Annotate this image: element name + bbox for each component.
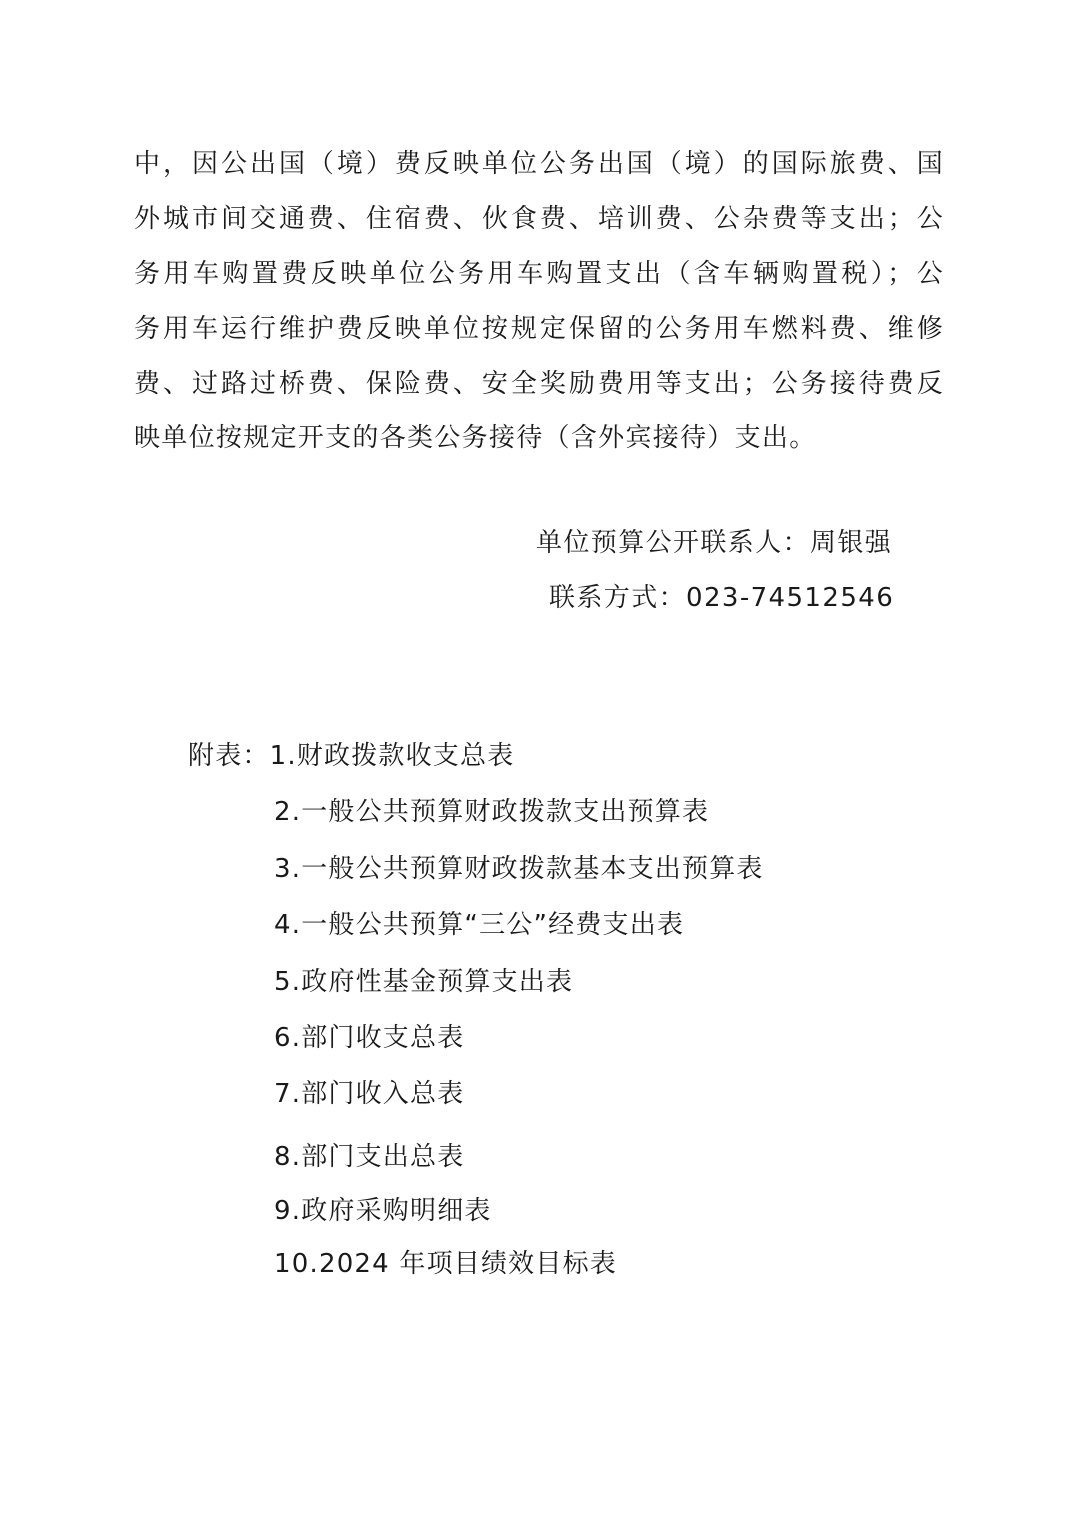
paragraph-line: 务用车购置费反映单位公务用车购置支出（含车辆购置税）；公 (134, 259, 944, 289)
attachment-item: 3.一般公共预算财政拨款基本支出预算表 (274, 854, 764, 884)
attachment-item: 5.政府性基金预算支出表 (274, 967, 574, 997)
attachment-item: 2.一般公共预算财政拨款支出预算表 (274, 797, 710, 827)
contact-phone: 联系方式：023-74512546 (549, 583, 895, 613)
attachment-item: 9.政府采购明细表 (274, 1196, 492, 1226)
attachment-item: 8.部门支出总表 (274, 1142, 465, 1172)
contact-person: 单位预算公开联系人：周银强 (536, 528, 893, 558)
paragraph-line: 务用车运行维护费反映单位按规定保留的公务用车燃料费、维修 (134, 314, 944, 344)
attachment-item: 6.部门收支总表 (274, 1023, 465, 1053)
attachment-item: 4.一般公共预算“三公”经费支出表 (274, 910, 685, 940)
attachment-item: 7.部门收入总表 (274, 1079, 465, 1109)
paragraph-line: 映单位按规定开支的各类公务接待（含外宾接待）支出。 (134, 423, 817, 453)
attachment-item: 附表：1.财政拨款收支总表 (188, 741, 515, 771)
attachment-item: 10.2024 年项目绩效目标表 (274, 1249, 617, 1279)
paragraph-line: 费、过路过桥费、保险费、安全奖励费用等支出；公务接待费反 (134, 369, 944, 399)
paragraph-line: 中，因公出国（境）费反映单位公务出国（境）的国际旅费、国 (134, 149, 944, 179)
paragraph-line: 外城市间交通费、住宿费、伙食费、培训费、公杂费等支出；公 (134, 204, 944, 234)
